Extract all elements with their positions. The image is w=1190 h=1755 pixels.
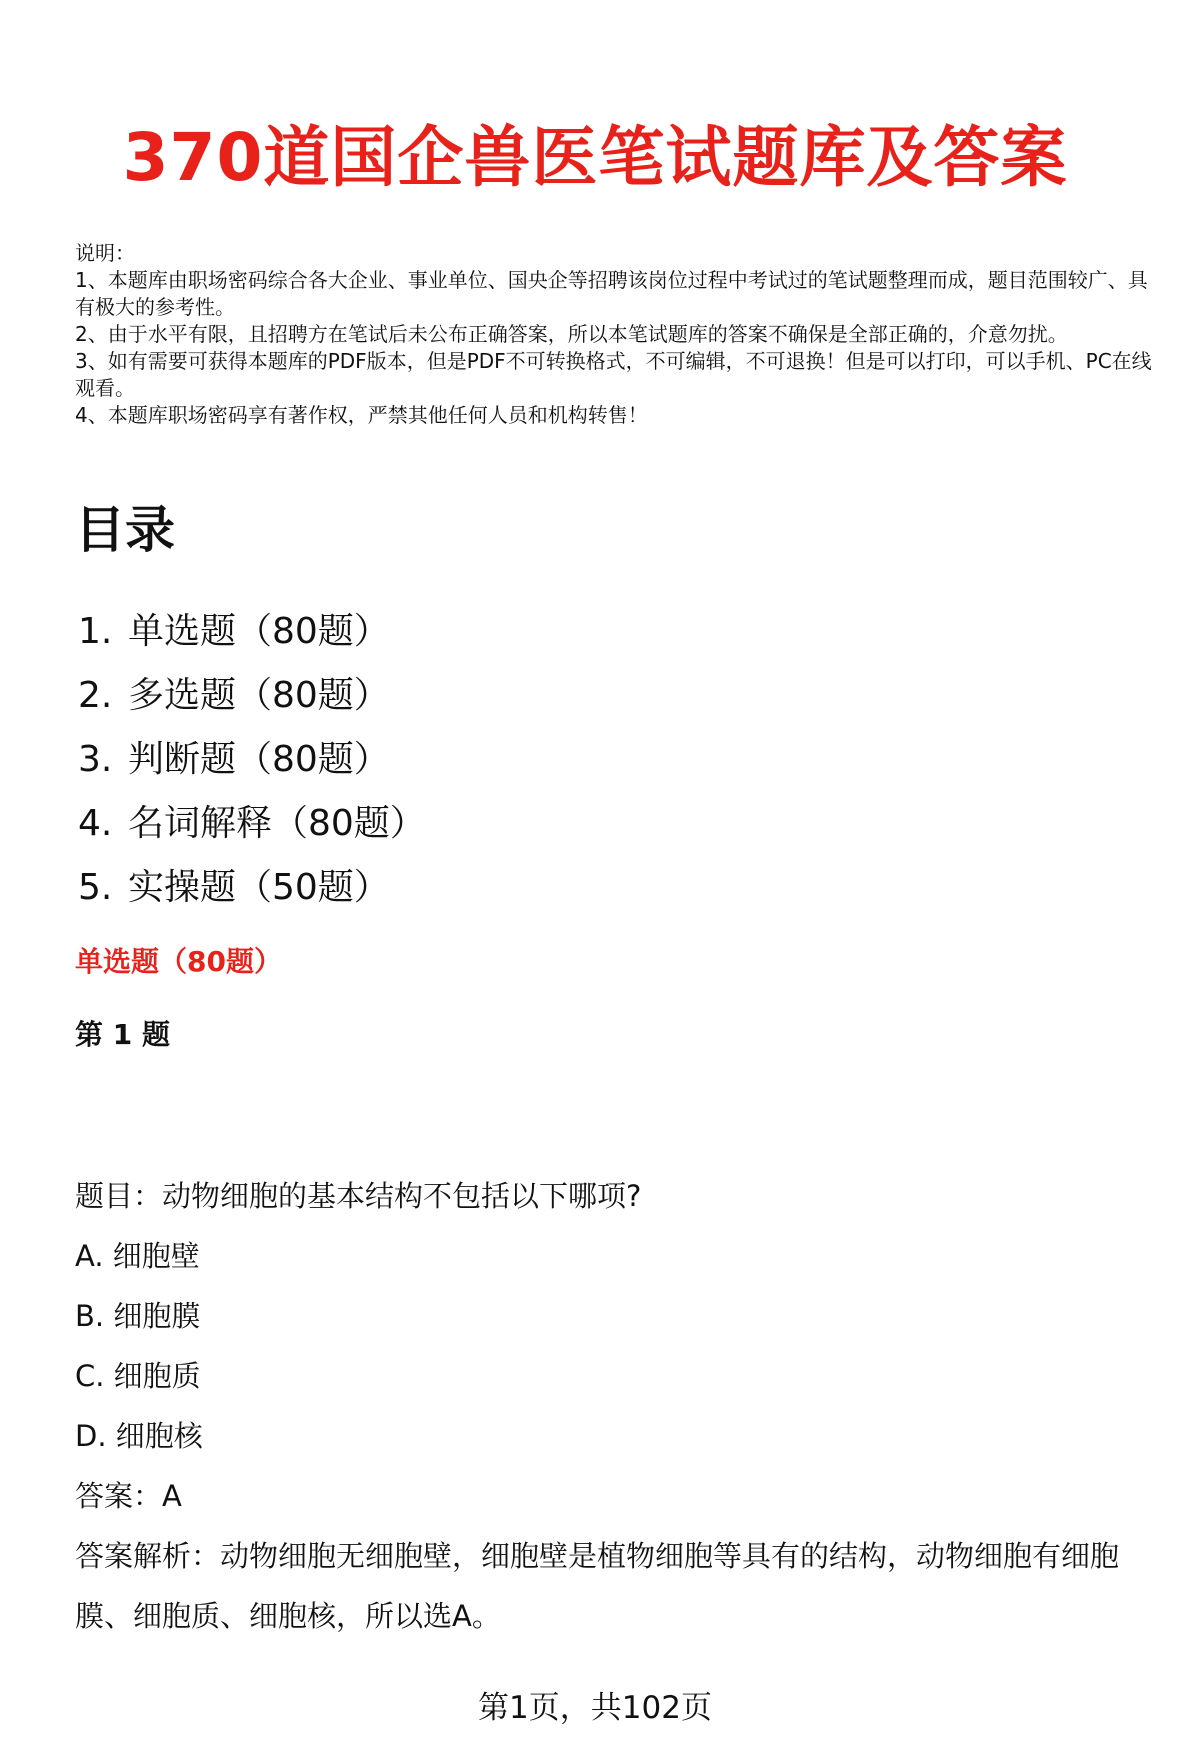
- toc-item-label: 实操题（50题）: [128, 867, 390, 908]
- toc-item-label: 名词解释（80题）: [128, 803, 426, 844]
- toc-item-number: 5.: [78, 867, 113, 908]
- toc-item[interactable]: [78, 856, 426, 920]
- correct-answer: 答案：A: [75, 1479, 182, 1513]
- page-number-footer: 第1页，共102页: [478, 1690, 712, 1726]
- instructions-heading: 说明：: [75, 241, 135, 265]
- toc-item-label: 判断题（80题）: [128, 739, 390, 780]
- toc-item-number: 2.: [78, 675, 113, 716]
- answer-option: B. 细胞膜: [75, 1299, 201, 1333]
- toc-item[interactable]: [78, 792, 426, 856]
- toc-item-label: 多选题（80题）: [128, 675, 390, 716]
- toc-item[interactable]: [78, 728, 426, 792]
- question-stem: 题目：动物细胞的基本结构不包括以下哪项?: [75, 1179, 642, 1213]
- instruction-item: 3、如有需要可获得本题库的PDF版本，但是PDF不可转换格式，不可编辑，不可退换！但是可以打印，可以手机、PC在线观看。: [75, 349, 1152, 400]
- toc-item-number: 4.: [78, 803, 113, 844]
- section-heading: 单选题（80题）: [75, 945, 282, 978]
- instruction-item: 4、本题库职场密码享有著作权，严禁其他任何人员和机构转售！: [75, 403, 648, 427]
- instruction-item: 1、本题库由职场密码综合各大企业、事业单位、国央企等招聘该岗位过程中考试过的笔试题整理而成，题目范围较广、具有极大的参考性。: [75, 268, 1148, 319]
- instruction-item: 2、由于水平有限，且招聘方在笔试后未公布正确答案，所以本笔试题库的答案不确保是全部正确的，介意勿扰。: [75, 322, 1068, 346]
- toc-item-number: 1.: [78, 611, 113, 652]
- question-number: 第 1 题: [75, 1018, 170, 1051]
- answer-explanation: 答案解析：动物细胞无细胞壁，细胞壁是植物细胞等具有的结构，动物细胞有细胞膜、细胞质、细胞核，所以选A。: [75, 1539, 1120, 1633]
- toc-heading: 目录: [75, 501, 175, 559]
- question-block: [75, 1166, 1165, 1646]
- toc-item[interactable]: [78, 600, 426, 664]
- answer-option: A. 细胞壁: [75, 1239, 200, 1273]
- toc-item-number: 3.: [78, 739, 113, 780]
- answer-option: D. 细胞核: [75, 1419, 203, 1453]
- toc-item[interactable]: [78, 664, 426, 728]
- answer-option: C. 细胞质: [75, 1359, 201, 1393]
- instructions-block: [75, 240, 1160, 429]
- table-of-contents: [78, 600, 426, 920]
- document-title: 370道国企兽医笔试题库及答案: [122, 119, 1068, 196]
- toc-item-label: 单选题（80题）: [128, 611, 390, 652]
